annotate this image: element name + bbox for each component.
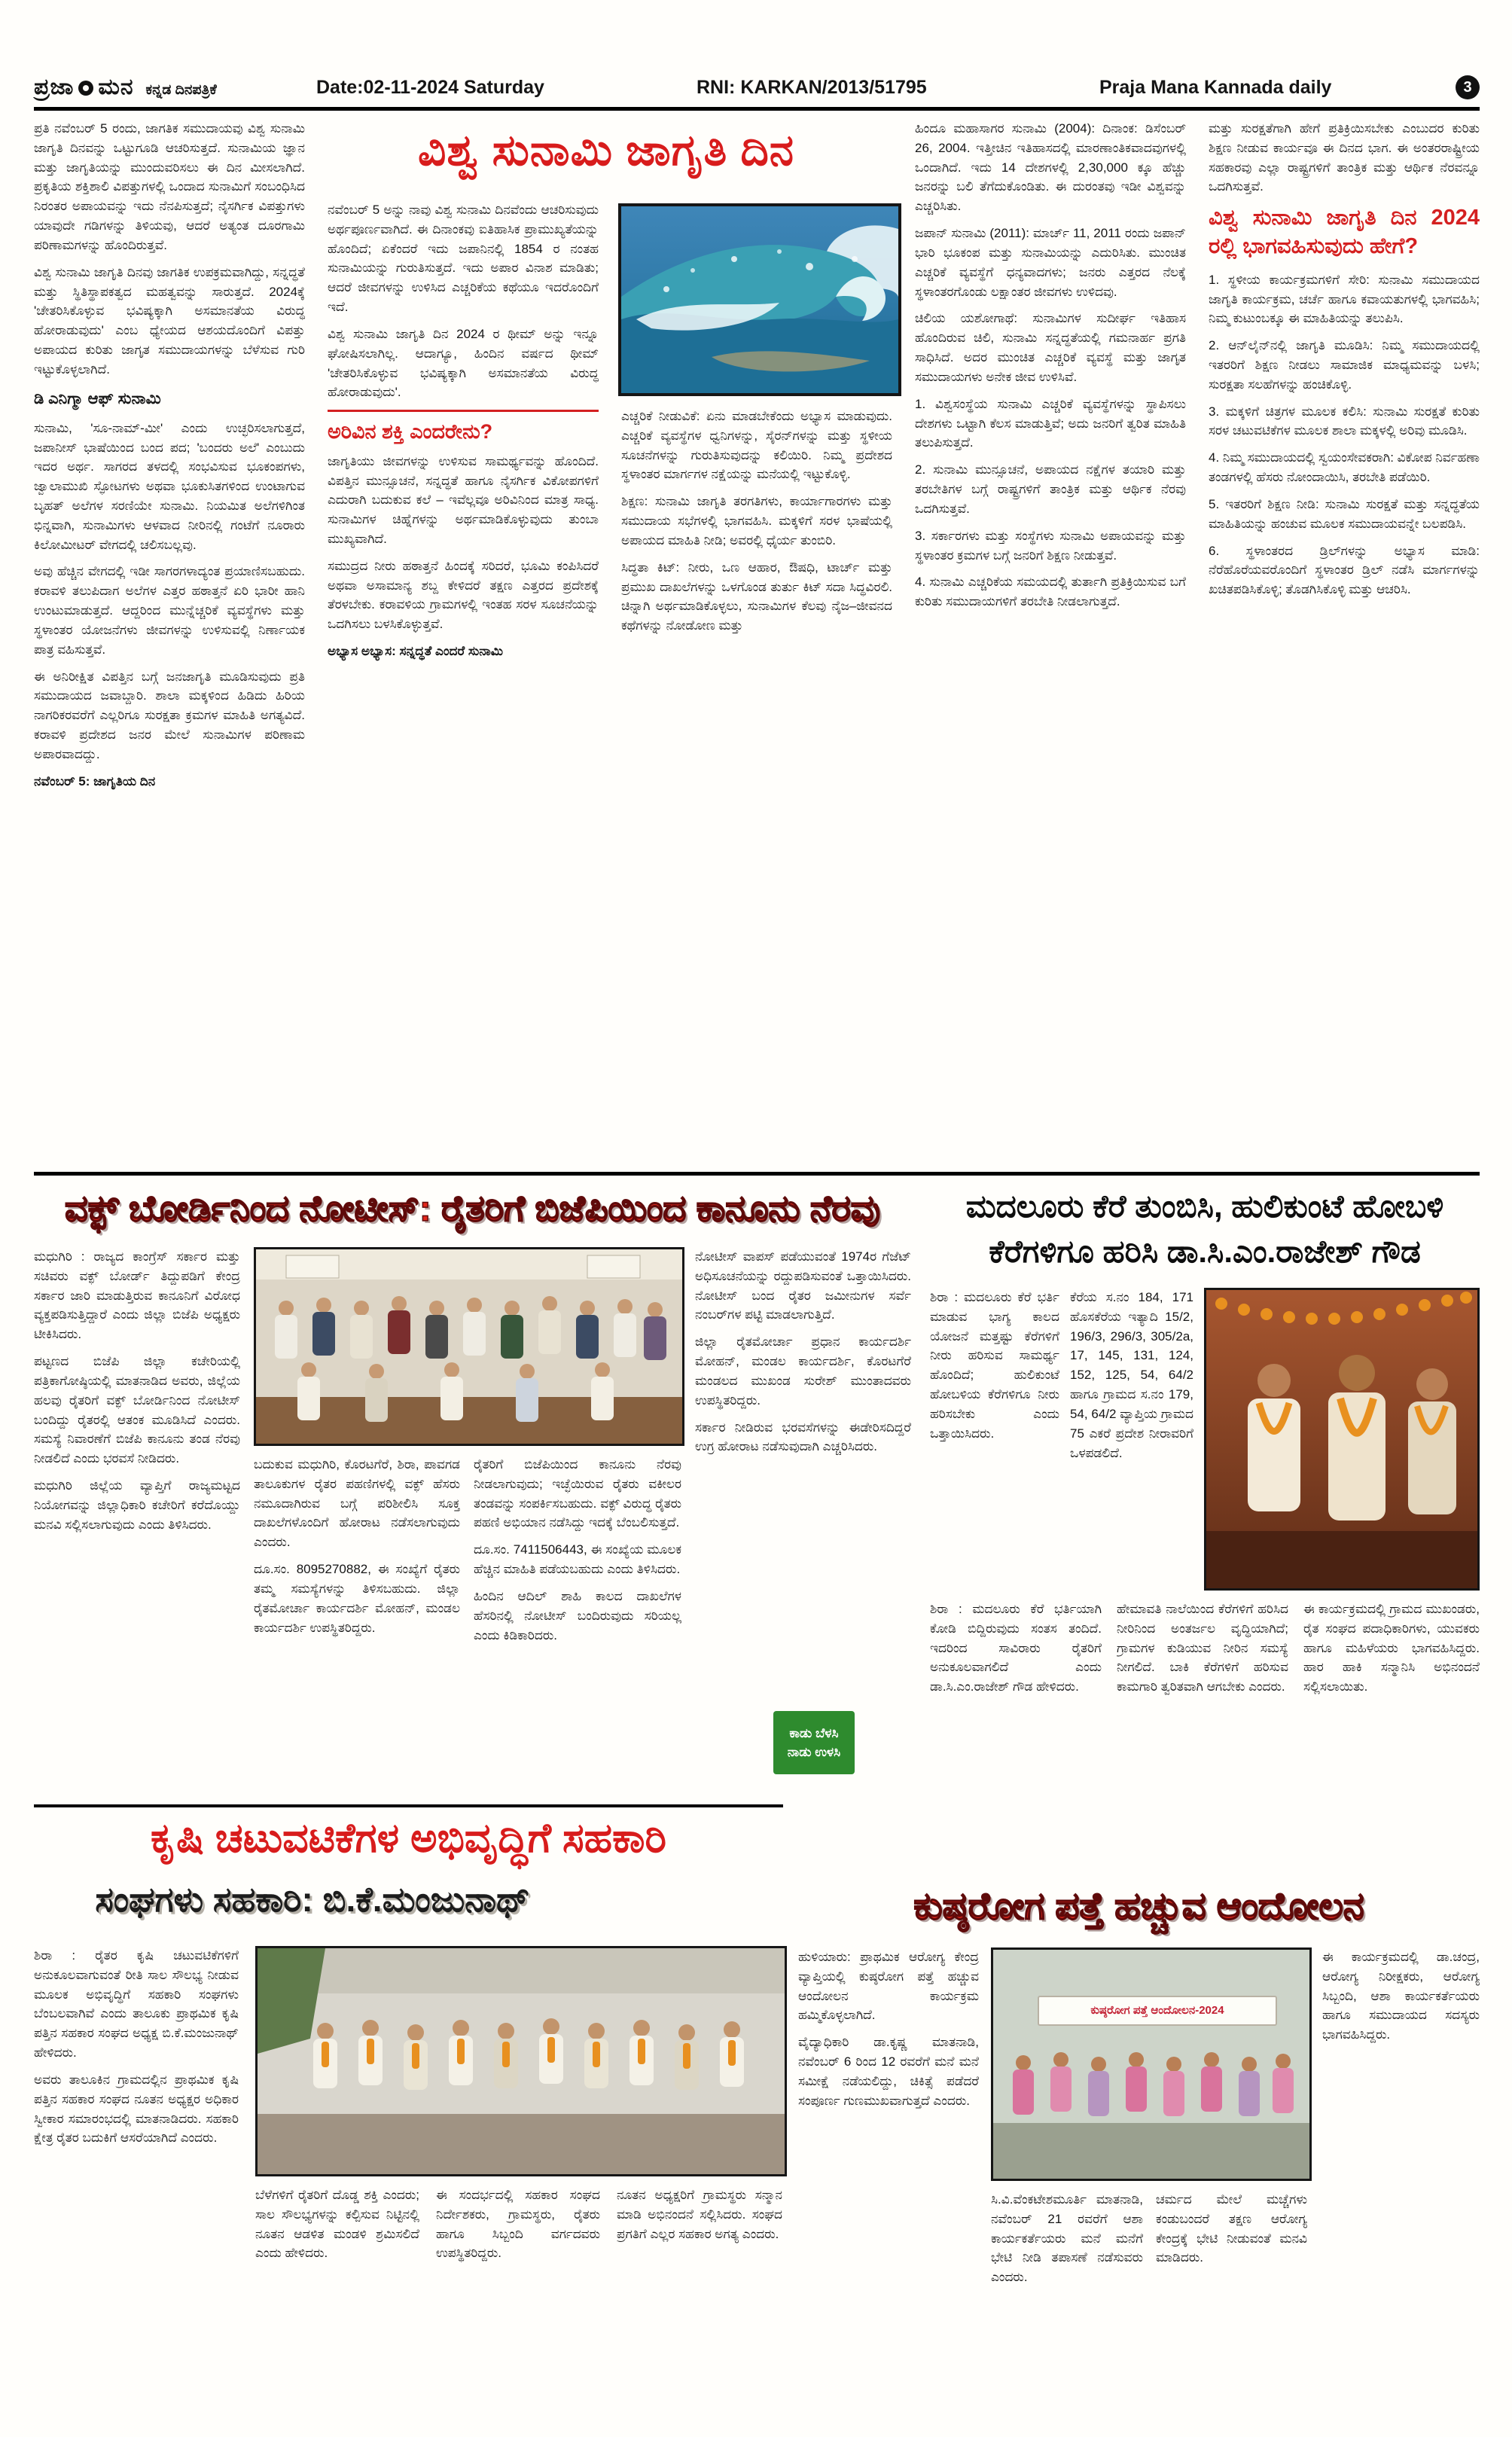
paragraph: ನವೆಂಬರ್ 5 ಅನ್ನು ನಾವು ವಿಶ್ವ ಸುನಾಮಿ ದಿನವೆಂದು ಆಚರಿಸುವುದು ಅರ್ಥಪೂರ್ಣವಾಗಿದೆ. ಈ ದಿನಾಂಕವು ಐತಿಹಾಸಿಕ ಪ್ರಾಮುಖ್ಯತೆಯನ್ನು ಹೊಂದಿದೆ; ಏಕೆಂದರೆ ಇದು ಜಪಾನಿನಲ್ಲಿ 1854 ರ ನಂತಹ ಸುನಾಮಿಯನ್ನು ಗುರುತಿಸುತ್ತದೆ. ಇದು ಅಪಾರ ವಿನಾಶ ಮಾಡಿತು; ಆದರೆ ಜೀವಗಳನ್ನು ಉಳಿಸಿದ ಎಚ್ಚರಿಕೆಯ ಕಥೆಯೂ ಇದರೊಂದಿಗೆ ಇದೆ.	[328, 203, 599, 315]
paragraph: 2. ಸುನಾಮಿ ಮುನ್ಸೂಚನೆ, ಅಪಾಯದ ನಕ್ಷೆಗಳ ತಯಾರಿ ಮತ್ತು ತರಬೇತಿಗಳ ಬಗ್ಗೆ ರಾಷ್ಟ್ರಗಳಿಗೆ ತಾಂತ್ರಿಕ ಮತ್ತು ಆರ್ಥಿಕ ನೆರವು ಒದಗಿಸುತ್ತವೆ.	[915, 462, 1186, 516]
paragraph: 2. ಆನ್‌ಲೈನ್‌ನಲ್ಲಿ ಜಾಗೃತಿ ಮೂಡಿಸಿ: ನಿಮ್ಮ ಸಮುದಾಯದಲ್ಲಿ ಇತರರಿಗೆ ಶಿಕ್ಷಣ ನೀಡಲು ಸಾಮಾಜಿಕ ಮಾಧ್ಯಮವನ್ನು ಬಳಸಿ; ಸುರಕ್ಷತಾ ಸಲಹೆಗಳನ್ನು ಹಂಚಿಕೊಳ್ಳಿ.	[1209, 338, 1480, 392]
madaluru-side2-paragraphs	[1070, 1288, 1193, 1463]
masthead-logo	[34, 75, 217, 100]
paragraph: ಅವು ಹೆಚ್ಚಿನ ವೇಗದಲ್ಲಿ ಇಡೀ ಸಾಗರಗಳಾದ್ಯಂತ ಪ್ರಯಾಣಿಸಬಹುದು. ಕರಾವಳಿ ತಲುಪಿದಾಗ ಅಲೆಗಳ ಎತ್ತರ ಹಠಾತ್ತನೆ ಏರಿ ಭಾರೀ ಹಾನಿ ಉಂಟುಮಾಡುತ್ತದೆ. ಆದ್ದರಿಂದ ಮುನ್ನೆಚ್ಚರಿಕೆ ವ್ಯವಸ್ಥೆಗಳು ಮತ್ತು ಸ್ಥಳಾಂತರ ಯೋಜನೆಗಳು ಜೀವಗಳನ್ನು ಉಳಿಸುವಲ್ಲಿ ನಿರ್ಣಾಯಕ ಪಾತ್ರ ವಹಿಸುತ್ತವೆ.	[34, 564, 305, 657]
madaluru-headline	[930, 1184, 1480, 1273]
paragraph: ಚಿಲಿಯ ಯಶೋಗಾಥೆ: ಸುನಾಮಿಗಳ ಸುದೀರ್ಘ ಇತಿಹಾಸ ಹೊಂದಿರುವ ಚಿಲಿ, ಸುನಾಮಿ ಸನ್ನದ್ಧತೆಯಲ್ಲಿ ಗಮನಾರ್ಹ ಪ್ರಗತಿ ಸಾಧಿಸಿದೆ. ಅದರ ಮುಂಚಿತ ಎಚ್ಚರಿಕೆ ವ್ಯವಸ್ಥೆ ಮತ್ತು ಜಾಗೃತ ಸಮುದಾಯಗಳು ಅನೇಕ ಜೀವ ಉಳಿಸಿವೆ.	[915, 311, 1186, 384]
paragraph: ಚರ್ಮದ ಮೇಲೆ ಮಚ್ಚೆಗಳು ಕಂಡುಬಂದರೆ ತಕ್ಷಣ ಆರೋಗ್ಯ ಕೇಂದ್ರಕ್ಕೆ ಭೇಟಿ ನೀಡುವಂತೆ ಮನವಿ ಮಾಡಿದರು.	[1156, 2192, 1307, 2265]
article-wakf	[34, 1184, 911, 1800]
kushta-campaign-photo	[991, 1947, 1312, 2181]
madaluru-bottom-col-3	[1303, 1600, 1480, 1871]
paper-name-kn: ಪ್ರಜಾ	[34, 75, 75, 99]
paragraph: ಮಧುಗಿರಿ : ರಾಜ್ಯದ ಕಾಂಗ್ರೆಸ್ ಸರ್ಕಾರ ಮತ್ತು ಸಚಿವರು ವಕ್ಫ್ ಬೋರ್ಡ್ ತಿದ್ದುಪಡಿಗೆ ಕೇಂದ್ರ ಸರ್ಕಾರ ಜಾರಿ ಮಾಡುತ್ತಿರುವ ಕಾನೂನಿಗೆ ವಿರೋಧ ವ್ಯಕ್ತಪಡಿಸುತ್ತಿದ್ದಾರೆ ಎಂದು ಜಿಲ್ಲಾ ಬಿಜೆಪಿ ಅಧ್ಯಕ್ಷರು ಟೀಕಿಸಿದರು.	[34, 1249, 240, 1342]
krishi-bottom1-paragraphs	[255, 2185, 419, 2263]
wakf-col-b	[254, 1455, 460, 1800]
paragraph: 3. ಮಕ್ಕಳಿಗೆ ಚಿತ್ರಗಳ ಮೂಲಕ ಕಲಿಸಿ: ಸುನಾಮಿ ಸುರಕ್ಷತೆ ಕುರಿತು ಸರಳ ಚಟುವಟಿಕೆಗಳ ಮೂಲಕ ಶಾಲಾ ಮಕ್ಕಳಲ್ಲಿ ಅರಿವು ಮೂಡಿಸಿ.	[1209, 404, 1480, 438]
article-madaluru	[930, 1184, 1480, 1871]
tsunami-col4-paragraphs	[915, 119, 1186, 612]
wakf-col-c	[474, 1455, 681, 1800]
tsunami-col-4	[915, 119, 1186, 1167]
paragraph: ಜಪಾನ್ ಸುನಾಮಿ (2011): ಮಾರ್ಚ್ 11, 2011 ರಂದು ಜಪಾನ್ ಭಾರಿ ಭೂಕಂಪ ಮತ್ತು ಸುನಾಮಿಯನ್ನು ಎದುರಿಸಿತು. ಮುಂಚಿತ ಎಚ್ಚರಿಕೆ ವ್ಯವಸ್ಥೆಗೆ ಧನ್ಯವಾದಗಳು; ಜನರು ಎತ್ತರದ ನೆಲಕ್ಕೆ ಸ್ಥಳಾಂತರಗೊಂಡು ಲಕ್ಷಾಂತರ ಜೀವಗಳು ಉಳಿದವು.	[915, 226, 1186, 299]
paragraph: ಈ ಸಂದರ್ಭದಲ್ಲಿ ಸಹಕಾರ ಸಂಘದ ನಿರ್ದೇಶಕರು, ಗ್ರಾಮಸ್ಥರು, ರೈತರು ಹಾಗೂ ಸಿಬ್ಬಂದಿ ವರ್ಗದವರು ಉಪಸ್ಥಿತರಿದ್ದರು.	[436, 2188, 600, 2261]
madaluru-illustration	[1206, 1290, 1477, 1588]
tsunami-col5-paragraphs	[1209, 119, 1480, 197]
krishi-ceremony-photo	[255, 1946, 787, 2176]
badge-line-1: ಕಾಡು ಬೆಳಸಿ	[789, 1725, 839, 1740]
paragraph: ಜಾಗೃತಿಯು ಜೀವಗಳನ್ನು ಉಳಿಸುವ ಸಾಮರ್ಥ್ಯವನ್ನು ಹೊಂದಿದೆ. ವಿಪತ್ತಿನ ಮುನ್ಸೂಚನೆ, ಸನ್ನದ್ಧತೆ ಹಾಗೂ ನೈಸರ್ಗಿಕ ವಿಕೋಪಗಳಿಗೆ ಎದುರಾಗಿ ಬದುಕುವ ಕಲೆ – ಇವೆಲ್ಲವೂ ಅರಿವಿನಿಂದ ಮಾತ್ರ ಸಾಧ್ಯ. ಸುನಾಮಿಗಳ ಚಿಹ್ನೆಗಳನ್ನು ಅರ್ಥಮಾಡಿಕೊಳ್ಳುವುದು ತುಂಬಾ ಮುಖ್ಯವಾಗಿದೆ.	[328, 453, 599, 546]
forest-slogan-badge	[773, 1711, 855, 1774]
wakf-col-a	[34, 1247, 240, 1800]
paragraph: ಈ ಕಾರ್ಯಕ್ರಮದಲ್ಲಿ ಡಾ.ಚಂದ್ರ, ಆರೋಗ್ಯ ನಿರೀಕ್ಷಕರು, ಆರೋಗ್ಯ ಸಿಬ್ಬಂದಿ, ಆಶಾ ಕಾರ್ಯಕರ್ತೆಯರು ಹಾಗೂ ಸಮುದಾಯದ ಸದಸ್ಯರು ಭಾಗವಹಿಸಿದ್ದರು.	[1322, 1950, 1480, 2042]
krishi-group-illustration	[258, 1948, 785, 2174]
masthead	[34, 69, 1480, 105]
tsunami-col1-footer: ನವೆಂಬರ್ 5: ಜಾಗೃತಿಯ ದಿನ	[34, 773, 156, 788]
krishi-headline-line1: ಕೃಷಿ ಚಟುವಟಿಕೆಗಳ ಅಭಿವೃದ್ಧಿಗೆ ಸಹಕಾರಿ	[151, 1816, 666, 1861]
article-tsunami	[34, 119, 1480, 1167]
madaluru-bottom2-paragraphs	[1117, 1600, 1288, 1697]
rni-number: RNI: KARKAN/2013/51795	[697, 76, 927, 98]
krishi-bottom-col-1	[255, 2185, 419, 2413]
paragraph: ಮಧುಗಿರಿ ಜಿಲ್ಲೆಯ ವ್ಯಾಪ್ತಿಗೆ ರಾಜ್ಯಮಟ್ಟದ ನಿಯೋಗವನ್ನು ಜಿಲ್ಲಾಧಿಕಾರಿ ಕಚೇರಿಗೆ ಕರೆದೊಯ್ದು ಮನವಿ ಸಲ್ಲಿಸಲಾಗುವುದು ಎಂದು ತಿಳಿಸಿದರು.	[34, 1478, 240, 1532]
paragraph: ಹುಳಿಯಾರು: ಪ್ರಾಥಮಿಕ ಆರೋಗ್ಯ ಕೇಂದ್ರ ವ್ಯಾಪ್ತಿಯಲ್ಲಿ ಕುಷ್ಠರೋಗ ಪತ್ತೆ ಹಚ್ಚುವ ಆಂದೋಲನ ಕಾರ್ಯಕ್ರಮ ಹಮ್ಮಿಕೊಳ್ಳಲಾಗಿದೆ.	[798, 1950, 979, 2023]
krishi-col-a	[34, 1946, 239, 2413]
krishi-bottom-col-3	[617, 2185, 782, 2413]
tsunami-col1-paragraphs-2	[34, 419, 305, 764]
paragraph: ಸರ್ಕಾರ ನೀಡಿರುವ ಭರವಸೆಗಳನ್ನು ಈಡೇರಿಸದಿದ್ದರೆ ಉಗ್ರ ಹೋರಾಟ ನಡೆಸುವುದಾಗಿ ಎಚ್ಚರಿಸಿದರು.	[695, 1420, 911, 1454]
krishi-col-a-paragraphs	[34, 1946, 239, 2148]
kushta-col-left	[798, 1947, 979, 2413]
krishi-bottom-col-2	[436, 2185, 600, 2413]
krishi-headline-line2: ಸಂಘಗಳು ಸಹಕಾರಿ: ಬಿ.ಕೆ.ಮಂಜುನಾಥ್	[95, 1880, 530, 1919]
paragraph: 4. ನಿಮ್ಮ ಸಮುದಾಯದಲ್ಲಿ ಸ್ವಯಂಸೇವಕರಾಗಿ: ವಿಕೋಪ ನಿರ್ವಹಣಾ ತಂಡಗಳಲ್ಲಿ ಹೆಸರು ನೋಂದಾಯಿಸಿ, ತರಬೇತಿ ಪಡೆಯಿರಿ.	[1209, 450, 1480, 485]
krishi-bottom2-paragraphs	[436, 2185, 600, 2263]
krishi-bottom3-paragraphs	[617, 2185, 782, 2243]
masthead-emblem-icon	[78, 81, 93, 96]
tsunami-subhead-enigma: ಡಿ ಎನಿಗ್ಮಾ ಆಫ್ ಸುನಾಮಿ	[34, 389, 161, 407]
paragraph: 4. ಸುನಾಮಿ ಎಚ್ಚರಿಕೆಯ ಸಮಯದಲ್ಲಿ ತುರ್ತಾಗಿ ಪ್ರತಿಕ್ರಿಯಿಸುವ ಬಗೆ ಕುರಿತು ಸಮುದಾಯಗಳಿಗೆ ತರಬೇತಿ ನೀಡಲಾಗುತ್ತದೆ.	[915, 575, 1186, 609]
tsunami-subhead-participate: ವಿಶ್ವ ಸುನಾಮಿ ಜಾಗೃತಿ ದಿನ 2024 ರಲ್ಲಿ ಭಾಗವಹಿಸುವುದು ಹೇಗೆ?	[1209, 206, 1480, 258]
tsunami-col2-paragraphs	[328, 200, 599, 402]
wakf-col-b-paragraphs	[254, 1455, 460, 1637]
paragraph: 3. ಸರ್ಕಾರಗಳು ಮತ್ತು ಸಂಸ್ಥೆಗಳು ಸುನಾಮಿ ಅಪಾಯವನ್ನು ಮತ್ತು ಸ್ಥಳಾಂತರ ಕ್ರಮಗಳ ಬಗ್ಗೆ ಜನರಿಗೆ ಶಿಕ್ಷಣ ನೀಡುತ್ತವೆ.	[915, 528, 1186, 563]
paragraph: ನೂತನ ಅಧ್ಯಕ್ಷರಿಗೆ ಗ್ರಾಮಸ್ಥರು ಸನ್ಮಾನ ಮಾಡಿ ಅಭಿನಂದನೆ ಸಲ್ಲಿಸಿದರು. ಸಂಘದ ಪ್ರಗತಿಗೆ ಎಲ್ಲರ ಸಹಕಾರ ಅಗತ್ಯ ಎಂದರು.	[617, 2188, 782, 2241]
wakf-press-meet-photo	[254, 1247, 684, 1446]
paragraph: ಶಿರಾ : ಮದಲೂರು ಕೆರೆ ಭರ್ತಿ ಮಾಡುವ ಭಾಗ್ಯ ಕಾಲದ ಯೋಜನೆ ಮತ್ತಷ್ಟು ಕೆರೆಗಳಿಗೆ ನೀರು ಹರಿಸುವ ಸಾಮರ್ಥ್ಯ ಹೊಂದಿದೆ; ಹುಲಿಕುಂಟೆ ಹೋಬಳಿಯ ಕೆರೆಗಳಿಗೂ ನೀರು ಹರಿಸಬೇಕು ಎಂದು ಒತ್ತಾಯಿಸಿದರು.	[930, 1290, 1059, 1441]
kushta-group-illustration	[993, 1950, 1309, 2179]
tsunami-col-2	[328, 200, 599, 1167]
madaluru-bottom3-paragraphs	[1303, 1600, 1480, 1697]
paper-name-kn-2: ಮನ	[98, 75, 134, 99]
madaluru-headline-line1: ಮದಲೂರು ಕೆರೆ ತುಂಬಿಸಿ, ಹುಲಿಕುಂಟೆ ಹೋಬಳಿ	[965, 1188, 1444, 1224]
paragraph: ಸುನಾಮಿ, 'ಸೂ-ನಾಮ್-ಮೀ' ಎಂದು ಉಚ್ಛರಿಸಲಾಗುತ್ತದೆ, ಜಪಾನೀಸ್ ಭಾಷೆಯಿಂದ ಬಂದ ಪದ; 'ಬಂದರು ಅಲೆ' ಎಂಬುದು ಇದರ ಅರ್ಥ. ಸಾಗರದ ತಳದಲ್ಲಿ ಸಂಭವಿಸುವ ಭೂಕಂಪಗಳು, ಜ್ವಾಲಾಮುಖಿ ಸ್ಫೋಟಗಳು ಅಥವಾ ಭೂಕುಸಿತಗಳಿಂದ ಉಂಟಾಗುವ ಬೃಹತ್ ಅಲೆಗಳ ಸರಣಿಯೇ ಸುನಾಮಿ. ನಿಯಮಿತ ಅಲೆಗಳಿಗಿಂತ ಭಿನ್ನವಾಗಿ, ಸುನಾಮಿಗಳು ಆಳವಾದ ನೀರಿನಲ್ಲಿ ಗಂಟೆಗೆ ನೂರಾರು ಕಿಲೋಮೀಟರ್ ವೇಗದಲ್ಲಿ ಚಲಿಸಬಲ್ಲವು.	[34, 420, 305, 552]
kushta-bottom-col-1	[991, 2190, 1143, 2413]
kushta-bottom2-paragraphs	[1156, 2190, 1307, 2268]
paragraph: ಮತ್ತು ಸುರಕ್ಷತೆಗಾಗಿ ಹೇಗೆ ಪ್ರತಿಕ್ರಿಯಿಸಬೇಕು ಎಂಬುದರ ಕುರಿತು ಶಿಕ್ಷಣ ನೀಡುವ ಕಾರ್ಯವೂ ಈ ದಿನದ ಭಾಗ. ಈ ಅಂತರರಾಷ್ಟ್ರೀಯ ಸಹಕಾರವು ಎಲ್ಲಾ ರಾಷ್ಟ್ರಗಳಿಗೆ ತಾಂತ್ರಿಕ ಮತ್ತು ಆರ್ಥಿಕ ನೆರವನ್ನೂ ಒದಗಿಸುತ್ತವೆ.	[1209, 121, 1480, 194]
paragraph: ಪ್ರತಿ ನವೆಂಬರ್ 5 ರಂದು, ಜಾಗತಿಕ ಸಮುದಾಯವು ವಿಶ್ವ ಸುನಾಮಿ ಜಾಗೃತಿ ದಿನವನ್ನು ಒಟ್ಟುಗೂಡಿ ಆಚರಿಸುತ್ತದೆ. ಸುನಾಮಿಯ ಜ್ಞಾನ ಮತ್ತು ಜಾಗೃತಿಯನ್ನು ಮುಂದುವರಿಸಲು ಈ ದಿನ ಮೀಸಲಾಗಿದೆ. ಪ್ರಕೃತಿಯ ಶಕ್ತಿಶಾಲಿ ವಿಪತ್ತುಗಳಲ್ಲಿ ಒಂದಾದ ಸುನಾಮಿಗೆ ಸಂಬಂಧಿಸಿದ ನಿರಂತರ ಅಪಾಯವನ್ನು ಇದು ನೆನಪಿಸುತ್ತದೆ; ನೈಸರ್ಗಿಕ ವಿಪತ್ತುಗಳು ಯಾವುದೇ ಗಡಿಗಳನ್ನು ತಿಳಿಯವು, ಆದರೆ ಅತ್ಯಂತ ದೂರಗಾಮಿ ಪರಿಣಾಮಗಳನ್ನು ಹೊಂದಿರುತ್ತವೆ.	[34, 121, 305, 252]
paragraph: ವೈದ್ಯಾಧಿಕಾರಿ ಡಾ.ಕೃಷ್ಣ ಮಾತನಾಡಿ, ನವೆಂಬರ್ 6 ರಿಂದ 12 ರವರೆಗೆ ಮನೆ ಮನೆ ಸಮೀಕ್ಷೆ ನಡೆಯಲಿದ್ದು, ಚಿಕಿತ್ಸೆ ಪಡೆದರೆ ಸಂಪೂರ್ಣ ಗುಣಮುಖವಾಗುತ್ತದೆ ಎಂದರು.	[798, 2035, 979, 2108]
paragraph: ನೋಟೀಸ್ ವಾಪಸ್ ಪಡೆಯುವಂತೆ 1974ರ ಗೆಜೆಟ್ ಅಧಿಸೂಚನೆಯನ್ನು ರದ್ದುಪಡಿಸುವಂತೆ ಒತ್ತಾಯಿಸಿದರು. ನೋಟೀಸ್ ಬಂದ ರೈತರ ಜಮೀನುಗಳ ಸರ್ವೆ ನಂಬರ್‌ಗಳ ಪಟ್ಟಿ ಮಾಡಲಾಗುತ್ತಿದೆ.	[695, 1249, 911, 1322]
tsunami-wave-photo	[618, 203, 901, 396]
madaluru-side-col-2	[1070, 1288, 1193, 1586]
wakf-group-illustration	[256, 1249, 682, 1444]
tsunami-col-5	[1209, 119, 1480, 1167]
wakf-col-d-paragraphs	[695, 1247, 911, 1456]
paragraph: ಈ ಅನಿರೀಕ್ಷಿತ ವಿಪತ್ತಿನ ಬಗ್ಗೆ ಜನಜಾಗೃತಿ ಮೂಡಿಸುವುದು ಪ್ರತಿ ಸಮುದಾಯದ ಜವಾಬ್ದಾರಿ. ಶಾಲಾ ಮಕ್ಕಳಿಂದ ಹಿಡಿದು ಹಿರಿಯ ನಾಗರಿಕರವರೆಗೆ ಎಲ್ಲರಿಗೂ ಸುರಕ್ಷತಾ ಕ್ರಮಗಳ ಮಾಹಿತಿ ಅಗತ್ಯವಿದೆ. ಕರಾವಳಿ ಪ್ರದೇಶದ ಜನರ ಮೇಲೆ ಸುನಾಮಿಗಳ ಪರಿಣಾಮ ಅಪಾರವಾದದ್ದು.	[34, 669, 305, 761]
kushta-right-paragraphs	[1322, 1947, 1480, 2045]
paragraph: ಜಿಲ್ಲಾ ರೈತಮೋರ್ಚಾ ಪ್ರಧಾನ ಕಾರ್ಯದರ್ಶಿ ಮೋಹನ್, ಮಂಡಲ ಕಾರ್ಯದರ್ಶಿ, ಕೊರಟಗೆರೆ ಮಂಡಲದ ಮುಖಂಡ ಸುರೇಶ್ ಮುಂತಾದವರು ಉಪಸ್ಥಿತರಿದ್ದರು.	[695, 1334, 911, 1408]
wakf-col-a-paragraphs	[34, 1247, 240, 1535]
tsunami-headline: ವಿಶ್ವ ಸುನಾಮಿ ಜಾಗೃತಿ ದಿನ	[417, 126, 795, 175]
tsunami-col-1	[34, 119, 305, 1167]
campaign-banner-text: ಕುಷ್ಠರೋಗ ಪತ್ತೆ ಆಂದೋಲನ-2024	[1090, 2003, 1224, 2017]
article-kushtaroga	[798, 1880, 1480, 2413]
paragraph: ಬದುಕುವ ಮಧುಗಿರಿ, ಕೊರಟಗೆರೆ, ಶಿರಾ, ಪಾವಗಡ ತಾಲೂಕುಗಳ ರೈತರ ಪಹಣಿಗಳಲ್ಲಿ ವಕ್ಫ್ ಹೆಸರು ನಮೂದಾಗಿರುವ ಬಗ್ಗೆ ಪರಿಶೀಲಿಸಿ ಸೂಕ್ತ ದಾಖಲೆಗಳೊಂದಿಗೆ ಹೋರಾಟ ನಡೆಸಲಾಗುವುದು ಎಂದರು.	[254, 1457, 460, 1550]
paragraph: ಸಮುದ್ರದ ನೀರು ಹಠಾತ್ತನೆ ಹಿಂದಕ್ಕೆ ಸರಿದರೆ, ಭೂಮಿ ಕಂಪಿಸಿದರೆ ಅಥವಾ ಅಸಾಮಾನ್ಯ ಶಬ್ದ ಕೇಳಿದರೆ ತಕ್ಷಣ ಎತ್ತರದ ಪ್ರದೇಶಕ್ಕೆ ತೆರಳಬೇಕು. ಕರಾವಳಿಯ ಗ್ರಾಮಗಳಲ್ಲಿ ಇಂತಹ ಸರಳ ಸೂಚನೆಯನ್ನು ಒದಗಿಸಲು ಬಳಸಿಕೊಳ್ಳುತ್ತವೆ.	[328, 558, 599, 632]
tsunami-col3-paragraphs	[621, 407, 892, 636]
paragraph: ದೂ.ಸಂ. 7411506443, ಈ ಸಂಖ್ಯೆಯ ಮೂಲಕ ಹೆಚ್ಚಿನ ಮಾಹಿತಿ ಪಡೆಯಬಹುದು ಎಂದು ತಿಳಿಸಿದರು.	[474, 1542, 681, 1577]
campaign-banner	[1038, 1996, 1277, 2026]
paragraph: ಶಿರಾ : ರೈತರ ಕೃಷಿ ಚಟುವಟಿಕೆಗಳಿಗೆ ಅನುಕೂಲವಾಗುವಂತೆ ರೀತಿ ಸಾಲ ಸೌಲಭ್ಯ ನೀಡುವ ಮೂಲಕ ಅಭಿವೃದ್ಧಿಗೆ ಸಹಕಾರಿ ಸಂಘಗಳು ಬೆಂಬಲವಾಗಿವೆ ಎಂದು ತಾಲೂಕು ಪ್ರಾಥಮಿಕ ಕೃಷಿ ಪತ್ತಿನ ಸಹಕಾರ ಸಂಘದ ಅಧ್ಯಕ್ಷ ಬಿ.ಕೆ.ಮಂಜುನಾಥ್ ಹೇಳಿದರು.	[34, 1948, 239, 2060]
tsunami-col5-list	[1209, 270, 1480, 599]
paragraph: ಹಿಂದಿನ ಆದಿಲ್ ಶಾಹಿ ಕಾಲದ ದಾಖಲೆಗಳ ಹೆಸರಿನಲ್ಲಿ ನೋಟೀಸ್ ಬಂದಿರುವುದು ಸರಿಯಲ್ಲ ಎಂದು ಕಿಡಿಕಾರಿದರು.	[474, 1588, 681, 1642]
masthead-rule	[34, 107, 1480, 111]
paragraph: ಶಿರಾ : ಮದಲೂರು ಕೆರೆ ಭರ್ತಿಯಾಗಿ ಕೋಡಿ ಬಿದ್ದಿರುವುದು ಸಂತಸ ತಂದಿದೆ. ಇದರಿಂದ ಸಾವಿರಾರು ರೈತರಿಗೆ ಅನುಕೂಲವಾಗಲಿದೆ ಎಂದು ಡಾ.ಸಿ.ಎಂ.ರಾಜೇಶ್ ಗೌಡ ಹೇಳಿದರು.	[930, 1602, 1102, 1694]
tsunami-col-3	[621, 407, 892, 1167]
kushta-bottom1-paragraphs	[991, 2190, 1143, 2287]
paragraph: ರೈತರಿಗೆ ಬಿಜೆಪಿಯಿಂದ ಕಾನೂನು ನೆರವು ನೀಡಲಾಗುವುದು; ಇಚ್ಛೆಯಿರುವ ರೈತರು ವಕೀಲರ ತಂಡವನ್ನು ಸಂಪರ್ಕಿಸಬಹುದು. ವಕ್ಫ್ ವಿರುದ್ಧ ರೈತರು ಪಹಣಿ ಅಭಿಯಾನ ನಡೆಸಿದ್ದು ಇದಕ್ಕೆ ಬೆಂಬಲಿಸುತ್ತದೆ.	[474, 1457, 681, 1530]
issue-date: Date:02-11-2024 Saturday	[316, 76, 544, 98]
paragraph: ಈ ಕಾರ್ಯಕ್ರಮದಲ್ಲಿ ಗ್ರಾಮದ ಮುಖಂಡರು, ರೈತ ಸಂಘದ ಪದಾಧಿಕಾರಿಗಳು, ಯುವಕರು ಹಾಗೂ ಮಹಿಳೆಯರು ಭಾಗವಹಿಸಿದ್ದರು. ಹಾರ ಹಾಕಿ ಸನ್ಮಾನಿಸಿ ಅಭಿನಂದನೆ ಸಲ್ಲಿಸಲಾಯಿತು.	[1303, 1602, 1480, 1694]
paragraph: ಎಚ್ಚರಿಕೆ ನೀಡುವಿಕೆ: ಏನು ಮಾಡಬೇಕೆಂದು ಅಭ್ಯಾಸ ಮಾಡುವುದು. ಎಚ್ಚರಿಕೆ ವ್ಯವಸ್ಥೆಗಳ ಧ್ವನಿಗಳನ್ನು, ಸೈರನ್‌ಗಳನ್ನು ಮತ್ತು ಸ್ಥಳೀಯ ಸೂಚನೆಗಳನ್ನು ಗುರುತಿಸುವುದನ್ನು ಕಲಿಯಿರಿ. ನಿಮ್ಮ ಪ್ರದೇಶದ ಸ್ಥಳಾಂತರ ಮಾರ್ಗಗಳ ನಕ್ಷೆಯನ್ನು ಮನೆಯಲ್ಲಿ ಇಟ್ಟುಕೊಳ್ಳಿ.	[621, 409, 892, 482]
madaluru-bottom-col-2	[1117, 1600, 1288, 1871]
paragraph: ವಿಶ್ವ ಸುನಾಮಿ ಜಾಗೃತಿ ದಿನವು ಜಾಗತಿಕ ಉಪಕ್ರಮವಾಗಿದ್ದು, ಸನ್ನದ್ಧತೆ ಮತ್ತು ಸ್ಥಿತಿಸ್ಥಾಪಕತ್ವದ ಮಹತ್ವವನ್ನು ಸಾರುತ್ತದೆ. 2024ಕ್ಕೆ 'ಚೇತರಿಸಿಕೊಳ್ಳುವ ಭವಿಷ್ಯಕ್ಕಾಗಿ ಅಸಮಾನತೆಯ ವಿರುದ್ಧ ಹೋರಾಡುವುದು' ಎಂಬ ಧ್ಯೇಯದ ಆಶಯದೊಂದಿಗೆ ವಿಪತ್ತು ಅಪಾಯದ ಕುರಿತು ಜಾಗೃತ ಸಮುದಾಯಗಳನ್ನು ಬೆಳೆಸುವ ಗುರಿ ಇಟ್ಟುಕೊಳ್ಳಲಾಗಿದೆ.	[34, 264, 305, 377]
wakf-col-c-paragraphs	[474, 1455, 681, 1645]
badge-line-2: ನಾಡು ಉಳಸಿ	[787, 1745, 841, 1759]
wakf-headline: ವಕ್ಫ್ ಬೋರ್ಡಿನಿಂದ ನೋಟೀಸ್: ರೈತರಿಗೆ ಬಿಜೆಪಿಯಿಂದ ಕಾನೂನು ನೆರವು	[64, 1189, 881, 1229]
kushtaroga-headline: ಕುಷ್ಠರೋಗ ಪತ್ತೆ ಹಚ್ಚುವ ಆಂದೋಲನ	[913, 1885, 1364, 1927]
paper-name-en: Praja Mana Kannada daily	[1099, 76, 1332, 98]
page-number-badge: 3	[1456, 75, 1480, 99]
paper-subtitle-kn: ಕನ್ನಡ ದಿನಪತ್ರಿಕೆ	[145, 82, 217, 98]
paragraph: ಹಿಂದೂ ಮಹಾಸಾಗರ ಸುನಾಮಿ (2004): ದಿನಾಂಕ: ಡಿಸೆಂಬರ್ 26, 2004. ಇತ್ತೀಚಿನ ಇತಿಹಾಸದಲ್ಲಿ ಮಾರಣಾಂತಿಕವಾದವುಗಳಲ್ಲಿ ಒಂದಾಗಿದೆ. ಇದು 14 ದೇಶಗಳಲ್ಲಿ 2,30,000 ಕ್ಕೂ ಹೆಚ್ಚು ಜನರನ್ನು ಬಲಿ ತೆಗೆದುಕೊಂಡಿತು. ಈ ದುರಂತವು ಇಡೀ ವಿಶ್ವವನ್ನು ಎಚ್ಚರಿಸಿತು.	[915, 121, 1186, 214]
madaluru-side-col-1	[930, 1288, 1059, 1586]
madaluru-side1-paragraphs	[930, 1288, 1059, 1444]
kushta-left-paragraphs	[798, 1947, 979, 2111]
article-krishi	[34, 1810, 783, 2413]
paragraph: ಸಿ.ವಿ.ವೆಂಕಟೇಶಮೂರ್ತಿ ಮಾತನಾಡಿ, ನವೆಂಬರ್ 21 ರವರೆಗೆ ಆಶಾ ಕಾರ್ಯಕರ್ತೆಯರು ಮನೆ ಮನೆಗೆ ಭೇಟಿ ನೀಡಿ ತಪಾಸಣೆ ನಡೆಸುವರು ಎಂದರು.	[991, 2192, 1143, 2285]
section-rule-1	[34, 1172, 1480, 1176]
paragraph: 1. ಸ್ಥಳೀಯ ಕಾರ್ಯಕ್ರಮಗಳಿಗೆ ಸೇರಿ: ಸುನಾಮಿ ಸಮುದಾಯದ ಜಾಗೃತಿ ಕಾರ್ಯಕ್ರಮ, ಚರ್ಚೆ ಹಾಗೂ ಕವಾಯತುಗಳಲ್ಲಿ ಭಾಗವಹಿಸಿ; ನಿಮ್ಮ ಕುಟುಂಬಕ್ಕೂ ಈ ಮಾಹಿತಿಯನ್ನು ತಲುಪಿಸಿ.	[1209, 272, 1480, 326]
paragraph: 5. ಇತರರಿಗೆ ಶಿಕ್ಷಣ ನೀಡಿ: ಸುನಾಮಿ ಸುರಕ್ಷತೆ ಮತ್ತು ಸನ್ನದ್ಧತೆಯ ಮಾಹಿತಿಯನ್ನು ಹಂಚುವ ಮೂಲಕ ಸಮುದಾಯವನ್ನೇ ಬಲಪಡಿಸಿ.	[1209, 496, 1480, 531]
paragraph: 6. ಸ್ಥಳಾಂತರದ ಡ್ರಿಲ್‌ಗಳನ್ನು ಅಭ್ಯಾಸ ಮಾಡಿ: ನೆರೆಹೊರೆಯವರೊಂದಿಗೆ ಸ್ಥಳಾಂತರ ಡ್ರಿಲ್ ನಡೆಸಿ ಮಾರ್ಗಗಳನ್ನು ಖಚಿತಪಡಿಸಿಕೊಳ್ಳಿ; ತೊಡಗಿಸಿಕೊಳ್ಳಿ ಮತ್ತು ಆಚರಿಸಿ.	[1209, 543, 1480, 597]
tsunami-wave-illustration	[621, 206, 898, 393]
paragraph: ಸಿದ್ಧತಾ ಕಿಟ್: ನೀರು, ಒಣ ಆಹಾರ, ಔಷಧಿ, ಟಾರ್ಚ್ ಮತ್ತು ಪ್ರಮುಖ ದಾಖಲೆಗಳನ್ನು ಒಳಗೊಂಡ ತುರ್ತು ಕಿಟ್ ಸದಾ ಸಿದ್ಧವಿರಲಿ. ಚಿನ್ನಾಗಿ ಅರ್ಥಮಾಡಿಕೊಳ್ಳಲು, ಸುನಾಮಿಗಳ ಕೆಲವು ನೈಜ–ಜೀವನದ ಕಥೆಗಳನ್ನು ನೋಡೋಣ ಮತ್ತು	[621, 560, 892, 633]
tsunami-col1-paragraphs	[34, 119, 305, 380]
madaluru-felicitation-photo	[1204, 1288, 1480, 1591]
paragraph: ಅವರು ತಾಲೂಕಿನ ಗ್ರಾಮದಲ್ಲಿನ ಪ್ರಾಥಮಿಕ ಕೃಷಿ ಪತ್ತಿನ ಸಹಕಾರ ಸಂಘದ ನೂತನ ಅಧ್ಯಕ್ಷರ ಅಧಿಕಾರ ಸ್ವೀಕಾರ ಸಮಾರಂಭದಲ್ಲಿ ಮಾತನಾಡಿದರು. ಸಹಕಾರಿ ಕ್ಷೇತ್ರ ರೈತರ ಬದುಕಿಗೆ ಆಸರೆಯಾಗಿದೆ ಎಂದರು.	[34, 2072, 239, 2146]
paragraph: ಕೆರೆಯ ಸ.ನಂ 184, 171 ಹೊಸಕೆರೆಯ ಇತ್ಯಾದಿ 15/2, 196/3, 296/3, 305/2a, 17, 145, 131, 124, 152, 125, 54, 64/2 ಹಾಗೂ ಗ್ರಾಮದ ಸ.ನಂ 179, 54, 64/2 ವ್ಯಾಪ್ತಿಯ ಗ್ರಾಮದ 75 ಎಕರೆ ಪ್ರದೇಶ ನೀರಾವರಿಗೆ ಒಳಪಡಲಿದೆ.	[1070, 1290, 1193, 1460]
paragraph: 1. ವಿಶ್ವಸಂಸ್ಥೆಯ ಸುನಾಮಿ ಎಚ್ಚರಿಕೆ ವ್ಯವಸ್ಥೆಗಳನ್ನು ಸ್ಥಾಪಿಸಲು ದೇಶಗಳು ಒಟ್ಟಾಗಿ ಕೆಲಸ ಮಾಡುತ್ತಿವೆ; ಅದು ಜನರಿಗೆ ತ್ವರಿತ ಮಾಹಿತಿ ತಲುಪಿಸುತ್ತದೆ.	[915, 396, 1186, 450]
paragraph: ಬೆಳೆಗಳಿಗೆ ರೈತರಿಗೆ ದೊಡ್ಡ ಶಕ್ತಿ ಎಂದರು; ಸಾಲ ಸೌಲಭ್ಯಗಳನ್ನು ಕಲ್ಪಿಸುವ ನಿಟ್ಟಿನಲ್ಲಿ ನೂತನ ಆಡಳಿತ ಮಂಡಳಿ ಶ್ರಮಿಸಲಿದೆ ಎಂದು ಹೇಳಿದರು.	[255, 2188, 419, 2261]
section-rule-2	[34, 1804, 783, 1807]
paragraph: ಹೇಮಾವತಿ ನಾಲೆಯಿಂದ ಕೆರೆಗಳಿಗೆ ಹರಿಸಿದ ನೀರಿನಿಂದ ಅಂತರ್ಜಲ ವೃದ್ಧಿಯಾಗಿದೆ; ಗ್ರಾಮಗಳ ಕುಡಿಯುವ ನೀರಿನ ಸಮಸ್ಯೆ ನೀಗಲಿದೆ. ಬಾಕಿ ಕೆರೆಗಳಿಗೆ ಹರಿಸುವ ಕಾಮಗಾರಿ ತ್ವರಿತವಾಗಿ ಆಗಬೇಕು ಎಂದರು.	[1117, 1602, 1288, 1694]
paragraph: ಪಟ್ಟಣದ ಬಿಜೆಪಿ ಜಿಲ್ಲಾ ಕಚೇರಿಯಲ್ಲಿ ಪತ್ರಿಕಾಗೋಷ್ಠಿಯಲ್ಲಿ ಮಾತನಾಡಿದ ಅವರು, ಜಿಲ್ಲೆಯ ಹಲವು ರೈತರಿಗೆ ವಕ್ಫ್ ಬೋರ್ಡಿನಿಂದ ನೋಟೀಸ್ ಬಂದಿದ್ದು ರೈತರಲ್ಲಿ ಆತಂಕ ಮೂಡಿಸಿದೆ ಎಂದರು. ಸಮಸ್ಯೆ ನಿವಾರಣೆಗೆ ಬಿಜೆಪಿ ಕಾನೂನು ತಂಡ ನೆರವು ನೀಡಲಿದೆ ಎಂದು ಭರವಸೆ ನೀಡಿದರು.	[34, 1354, 240, 1466]
madaluru-bottom-col-1	[930, 1600, 1102, 1871]
kushta-bottom-col-2	[1156, 2190, 1307, 2413]
tsunami-col2-footer: ಅಭ್ಯಾಸ ಅಭ್ಯಾಸ: ಸನ್ನದ್ಧತೆ ಎಂದರೆ ಸುನಾಮಿ	[328, 644, 503, 659]
kushta-col-right	[1322, 1947, 1480, 2413]
paragraph: ದೂ.ಸಂ. 8095270882, ಈ ಸಂಖ್ಯೆಗೆ ರೈತರು ತಮ್ಮ ಸಮಸ್ಯೆಗಳನ್ನು ತಿಳಿಸಬಹುದು. ಜಿಲ್ಲಾ ರೈತಮೋರ್ಚಾ ಕಾರ್ಯದರ್ಶಿ ಮೋಹನ್, ಮಂಡಲ ಕಾರ್ಯದರ್ಶಿ ಉಪಸ್ಥಿತರಿದ್ದರು.	[254, 1562, 460, 1635]
tsunami-col2-paragraphs-2	[328, 452, 599, 634]
madaluru-bottom1-paragraphs	[930, 1600, 1102, 1697]
madaluru-headline-line2: ಕೆರೆಗಳಿಗೂ ಹರಿಸಿ ಡಾ.ಸಿ.ಎಂ.ರಾಜೇಶ್ ಗೌಡ	[989, 1233, 1421, 1269]
paragraph: ಶಿಕ್ಷಣ: ಸುನಾಮಿ ಜಾಗೃತಿ ತರಗತಿಗಳು, ಕಾರ್ಯಾಗಾರಗಳು ಮತ್ತು ಸಮುದಾಯ ಸಭೆಗಳಲ್ಲಿ ಭಾಗವಹಿಸಿ. ಮಕ್ಕಳಿಗೆ ಸರಳ ಭಾಷೆಯಲ್ಲಿ ಅಪಾಯದ ಮಾಹಿತಿ ನೀಡಿ; ಅವರಲ್ಲಿ ಧೈರ್ಯ ತುಂಬಿರಿ.	[621, 494, 892, 547]
tsunami-subhead-awareness: ಅರಿವಿನ ಶಕ್ತಿ ಎಂದರೇನು?	[328, 410, 599, 444]
paragraph: ವಿಶ್ವ ಸುನಾಮಿ ಜಾಗೃತಿ ದಿನ 2024 ರ ಥೀಮ್ ಅನ್ನು ಇನ್ನೂ ಘೋಷಿಸಲಾಗಿಲ್ಲ. ಆದಾಗ್ಯೂ, ಹಿಂದಿನ ವರ್ಷದ ಥೀಮ್ 'ಚೇತರಿಸಿಕೊಳ್ಳುವ ಭವಿಷ್ಯಕ್ಕಾಗಿ ಅಸಮಾನತೆಯ ವಿರುದ್ಧ ಹೋರಾಡುವುದು'.	[328, 326, 599, 400]
